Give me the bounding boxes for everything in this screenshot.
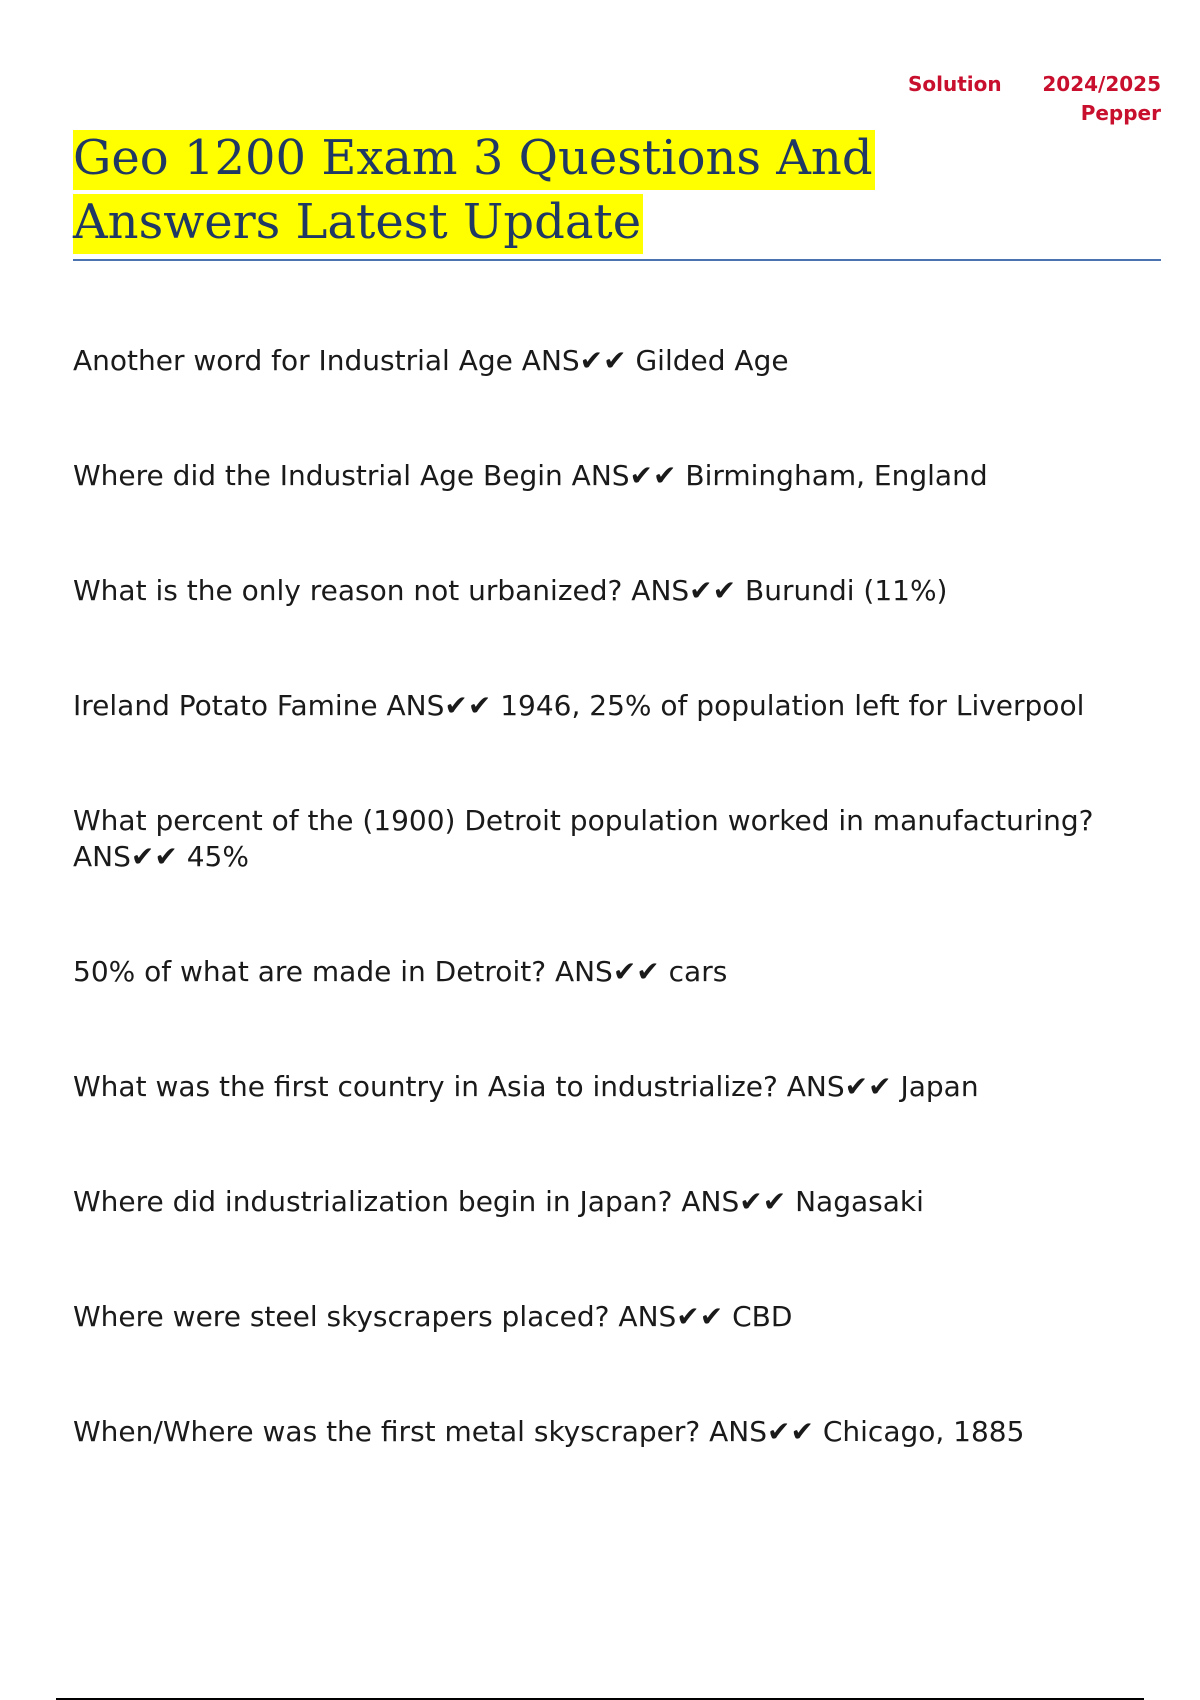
qa-item: What is the only reason not urbanized? ANS✔✔ Burundi (11%) xyxy=(73,574,948,607)
solution-label: Solution xyxy=(908,72,1002,96)
author-label: Pepper xyxy=(1080,101,1161,125)
qa-list xyxy=(73,343,1133,1529)
header-meta xyxy=(0,72,1200,132)
qa-item: 50% of what are made in Detroit? ANS✔✔ cars xyxy=(73,955,728,988)
qa-item: Another word for Industrial Age ANS✔✔ Gilded Age xyxy=(73,344,789,377)
qa-item: Ireland Potato Famine ANS✔✔ 1946, 25% of population left for Liverpool xyxy=(73,689,1085,722)
qa-item: What was the first country in Asia to industrialize? ANS✔✔ Japan xyxy=(73,1070,979,1103)
qa-item: What percent of the (1900) Detroit population worked in manufacturing? ANS✔✔ 45% xyxy=(73,804,1094,873)
document-title xyxy=(73,126,1073,254)
qa-item: Where did industrialization begin in Japan? ANS✔✔ Nagasaki xyxy=(73,1185,924,1218)
qa-item: Where did the Industrial Age Begin ANS✔✔ Birmingham, England xyxy=(73,459,988,492)
document-title-text: Geo 1200 Exam 3 Questions And Answers Latest Update xyxy=(73,130,875,254)
qa-item: Where were steel skyscrapers placed? ANS✔✔ CBD xyxy=(73,1300,793,1333)
year-label: 2024/2025 xyxy=(1042,72,1161,96)
title-block xyxy=(73,126,1073,254)
qa-item: When/Where was the first metal skyscraper? ANS✔✔ Chicago, 1885 xyxy=(73,1415,1025,1448)
title-divider xyxy=(73,259,1161,261)
